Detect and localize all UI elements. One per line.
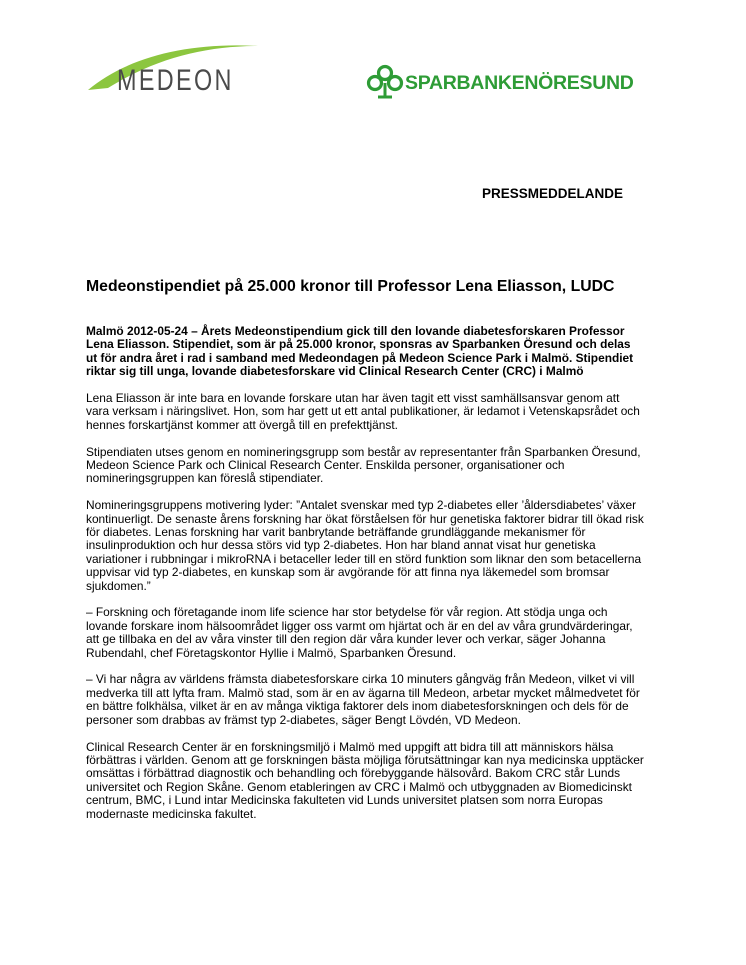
lead-paragraph — [86, 325, 661, 379]
text-line: sjukdomen.” — [86, 578, 151, 593]
text-line: en bättre folkhälsa, vilket är en av många viktiga faktorer dels inom diabetesforskningen och dels för de — [86, 699, 629, 714]
text-line: för diabetes. Lenas forskning har varit banbrytande beträffande grundläggande mekanismer för — [86, 525, 586, 540]
text-line: förbättras i världen. Genom att ge forskningen bästa möjliga förutsättningar kan nya medicinska upptäcker — [86, 752, 644, 767]
clover-icon — [365, 64, 405, 100]
text-line: hennes forskartjänst kommer att övergå till en prefekttjänst. — [86, 417, 398, 432]
text-line: – Vi har några av världens främsta diabetesforskare cirka 10 minuters gångväg från Medeon, vilket vi vill — [86, 672, 635, 687]
paragraph — [86, 673, 661, 727]
text-line: uppvisar vid typ 2-diabetes, en kunskap som är avgörande för att finna nya läkemedel som bromsar — [86, 565, 610, 580]
text-line: omsättas i förbättrad diagnostik och behandling och förebyggande hälsovård. Bakom CRC står Lunds — [86, 766, 621, 781]
text-line: Medeon Science Park och Clinical Research Center. Enskilda personer, organisationer och — [86, 458, 565, 473]
text-line: Stipendiaten utses genom en nomineringsgrupp som består av representanter från Sparbanken Öresund, — [86, 444, 641, 459]
paragraph — [86, 741, 661, 821]
paragraph — [86, 499, 661, 593]
press-release-label: PRESSMEDDELANDE — [482, 186, 624, 201]
sparbanken-logo — [365, 64, 695, 100]
text-line: Malmö 2012-05-24 – Årets Medeonstipendium gick till den lovande diabetesforskaren Professor — [86, 324, 625, 338]
text-line: ut för andra året i rad i samband med Medeondagen på Medeon Science Park i Malmö. Stipendiet — [86, 350, 634, 365]
text-line: kontinuerligt. De senaste årens forskning har ökat förståelsen för hur genetiska faktorer bidrar till ökad risk — [86, 511, 644, 526]
text-line: Lena Eliasson är inte bara en lovande forskare utan har även tagit ett visst samhällsansvar genom att — [86, 391, 620, 406]
text-line: modernaste medicinska fakultet. — [86, 806, 257, 821]
text-line: nomineringsgruppen kan föreslå stipendiater. — [86, 471, 324, 486]
text-line: universitet och Region Skåne. Genom etableringen av CRC i Malmö och utbyggnaden av Biomedicinskt — [86, 779, 632, 794]
paragraph — [86, 606, 661, 660]
text-line: medverka till att lyfta fram. Malmö stad, som är en av ägarna till Medeon, arbetar mycket målmedvetet för — [86, 685, 640, 700]
text-line: lovande forskare inom hälsoområdet ligger oss varmt om hjärtat och är en del av våra grundvärderingar, — [86, 618, 633, 633]
paragraph — [86, 392, 661, 432]
text-line: personer som drabbas av främst typ 2-diabetes, säger Bengt Lövdén, VD Medeon. — [86, 712, 521, 727]
paragraph — [86, 446, 661, 486]
text-line: centrum, BMC, i Lund intar Medicinska fakulteten vid Lunds universitet platsen som norra Europas — [86, 793, 603, 808]
text-line: Rubendahl, chef Företagskontor Hyllie i Malmö, Sparbanken Öresund. — [86, 645, 457, 660]
text-line: Lena Eliasson. Stipendiet, som är på 25.000 kronor, sponsras av Sparbanken Öresund och delas — [86, 337, 631, 352]
sparbanken-logo-text: SPARBANKENÖRESUND — [405, 72, 634, 94]
page-title: Medeonstipendiet på 25.000 kronor till Professor Lena Eliasson, LUDC — [86, 278, 615, 295]
text-line: – Forskning och företagande inom life science har stor betydelse för vår region. Att stödja unga och — [86, 605, 608, 620]
text-line: insulinproduktion och hur dessa störs vid typ 2-diabetes. Hon har bland annat visat hur genetiska — [86, 538, 596, 553]
article-body — [86, 325, 661, 834]
text-line: att ge tillbaka en del av våra vinster till den region där våra kunder lever och verkar, säger Johanna — [86, 632, 606, 647]
text-line: Nomineringsgruppens motivering lyder: ”Antalet svenskar med typ 2-diabetes eller ’åldersdiabetes’ växer — [86, 498, 637, 513]
medeon-logo-text: MEDEON — [117, 64, 234, 97]
text-line: vara verksam i näringslivet. Hon, som har gett ut ett antal publikationer, är ledamot i Vetenskapsrådet och — [86, 404, 640, 419]
text-line: Clinical Research Center är en forskningsmiljö i Malmö med uppgift att bidra till att människors hälsa — [86, 739, 614, 754]
text-line: riktar sig till unga, lovande diabetesforskare vid Clinical Research Center (CRC) i Malmö — [86, 364, 584, 379]
text-line: variationer i rubbningar i mikroRNA i betaceller leder till en störd funktion som liknar den som betacellerna — [86, 551, 642, 566]
medeon-logo — [86, 40, 266, 102]
